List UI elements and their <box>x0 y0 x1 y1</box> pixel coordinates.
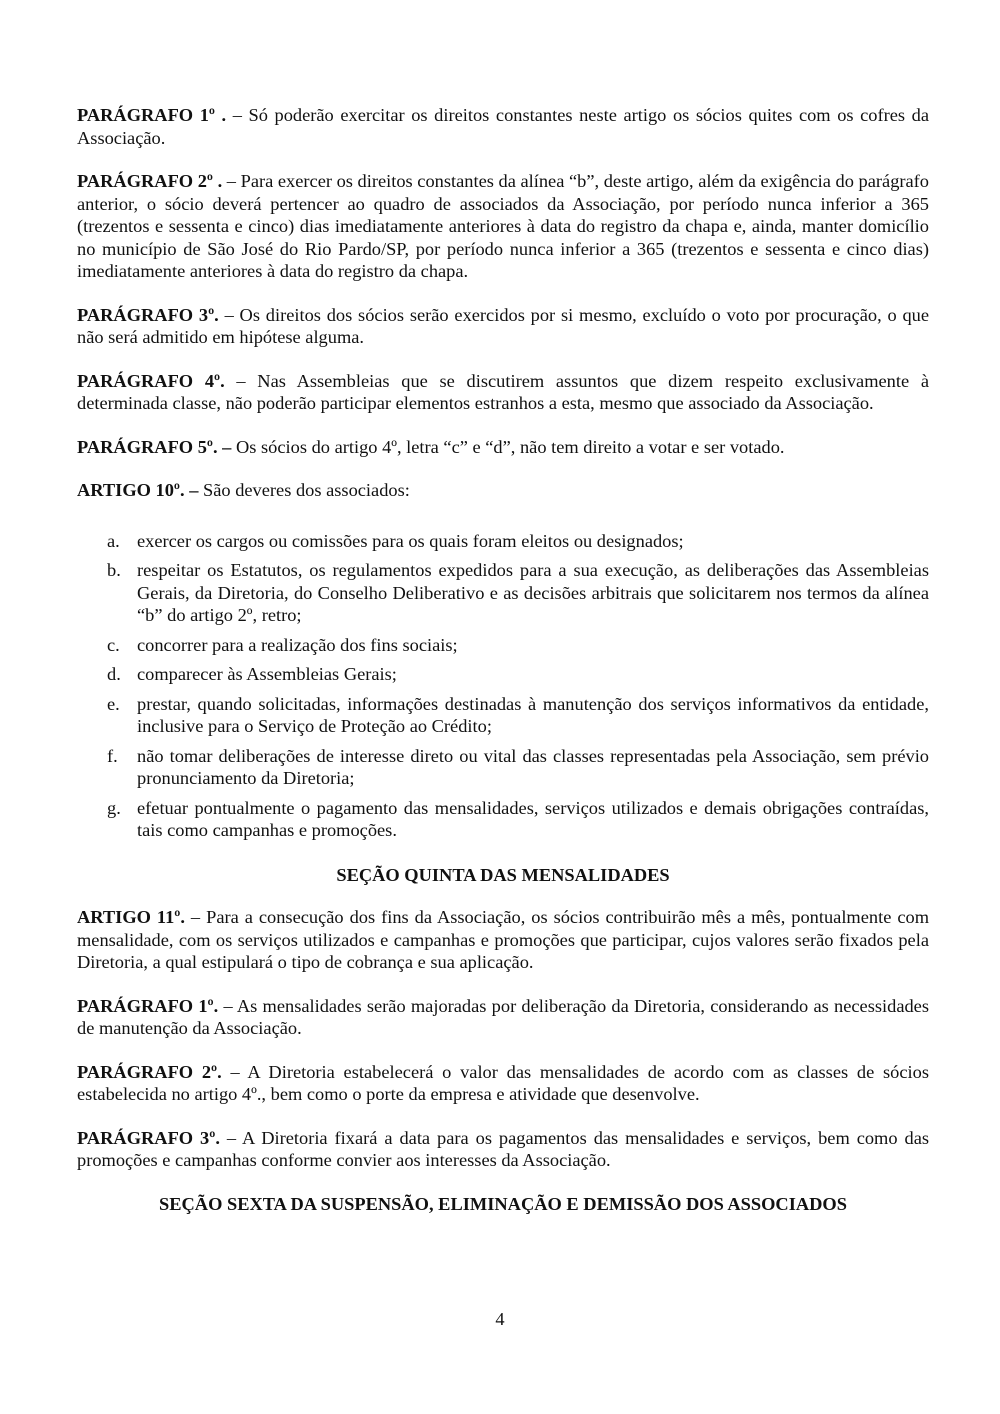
paragraph-label: ARTIGO 10º. – <box>77 480 199 500</box>
paragraph-text: – A Diretoria fixará a data para os pagamentos das mensalidades e serviços, bem como das promoções e campanhas conforme convier aos interesses da Associação. <box>77 1127 930 1170</box>
paragrafo-1 <box>77 104 929 149</box>
paragraph-text: – Só poderão exercitar os direitos constantes neste artigo os sócios quites com os cofres da Associação. <box>77 105 929 148</box>
duties-list <box>107 530 929 842</box>
list-item <box>107 559 929 627</box>
section-title-quinta: SEÇÃO QUINTA DAS MENSALIDADES <box>336 864 670 885</box>
list-item-letter: a. <box>107 530 120 551</box>
paragraph-label: PARÁGRAFO 2º. <box>77 1061 222 1082</box>
paragrafo-2-mensalidades <box>77 1061 929 1106</box>
paragraph-text: – Os direitos dos sócios serão exercidos por si mesmo, excluído o voto por procuração, o que não será admitido em hipótese alguma. <box>77 304 930 347</box>
list-item-letter: c. <box>107 634 120 655</box>
document-page <box>77 104 929 1235</box>
paragraph-text: – Para a consecução dos fins da Associação, os sócios contribuirão mês a mês, pontualmente com mensalidade, com os serviços utilizados e campanhas e promoções que participar, cujos valores serão fixados pela Diretoria, a qual estipulará o tipo de cobrança e sua aplicação. <box>77 907 929 972</box>
paragraph-label: PARÁGRAFO 1º . <box>77 105 227 125</box>
paragraph-label: PARÁGRAFO 4º. <box>77 370 225 391</box>
paragraph-label: ARTIGO 11º. <box>77 907 185 927</box>
paragrafo-4 <box>77 370 929 415</box>
paragrafo-3 <box>77 304 929 349</box>
list-item <box>107 745 929 790</box>
list-item <box>107 797 929 842</box>
paragrafo-3-mensalidades <box>77 1127 929 1172</box>
list-item-text: respeitar os Estatutos, os regulamentos expedidos para a sua execução, as deliberações das Assembleias Gerais, da Diretoria, do Conselho Deliberativo e as decisões arbitrais que solicitarem nos termos da alínea “b” do artigo 2º, retro; <box>137 560 929 625</box>
paragraph-label: PARÁGRAFO 5º. – <box>77 436 232 457</box>
paragraph-label: PARÁGRAFO 2º . <box>77 171 223 191</box>
list-item-text: prestar, quando solicitadas, informações destinadas à manutenção dos serviços informativos da entidade, inclusive para o Serviço de Proteção ao Crédito; <box>137 693 929 736</box>
artigo-10 <box>77 479 929 502</box>
paragraph-label: PARÁGRAFO 3º. <box>77 1127 220 1148</box>
list-item <box>107 663 929 686</box>
paragraph-text: – Para exercer os direitos constantes da alínea “b”, deste artigo, além da exigência do parágrafo anterior, o sócio deverá pertencer ao quadro de associados da Associação, por período nunca inferior a 365 (trezentos e sessenta e cinco) dias imediatamente anteriores à data do registro da chapa e, ainda, manter domicílio no município de São José do Rio Pardo/SP, por período nunca inferior a 365 (trezentos e sessenta e cinco dias) imediatamente anteriores à data do registro da chapa. <box>77 171 930 281</box>
list-item-text: exercer os cargos ou comissões para os quais foram eleitos ou designados; <box>137 530 684 551</box>
list-item-letter: d. <box>107 664 121 684</box>
paragraph-text: – A Diretoria estabelecerá o valor das mensalidades de acordo com as classes de sócios estabelecida no artigo 4º., bem como o porte da empresa e atividade que desenvolve. <box>77 1061 929 1104</box>
paragraph-text: Os sócios do artigo 4º, letra “c” e “d”, não tem direito a votar e ser votado. <box>231 436 785 457</box>
list-item-letter: f. <box>107 745 118 766</box>
list-item-text: comparecer às Assembleias Gerais; <box>137 664 397 684</box>
paragraph-label: PARÁGRAFO 1º. <box>77 995 219 1016</box>
paragrafo-1-mensalidades <box>77 995 929 1040</box>
paragraph-label: PARÁGRAFO 3º. <box>77 304 219 325</box>
artigo-11 <box>77 906 929 974</box>
section-title-sexta: SEÇÃO SEXTA DA SUSPENSÃO, ELIMINAÇÃO E DEMISSÃO DOS ASSOCIADOS <box>159 1193 847 1214</box>
list-item-letter: b. <box>107 560 121 580</box>
paragrafo-5 <box>77 436 929 459</box>
list-item-letter: g. <box>107 797 121 818</box>
paragraph-text: – As mensalidades serão majoradas por deliberação da Diretoria, considerando as necessidades de manutenção da Associação. <box>77 995 930 1038</box>
paragraph-text: – Nas Assembleias que se discutirem assuntos que dizem respeito exclusivamente à determinada classe, não poderão participar elementos estranhos a esta, mesmo que associado da Associação. <box>77 370 929 413</box>
list-item <box>107 693 929 738</box>
list-item-letter: e. <box>107 693 120 714</box>
list-item-text: efetuar pontualmente o pagamento das mensalidades, serviços utilizados e demais obrigações contraídas, tais como campanhas e promoções. <box>137 797 929 840</box>
list-item <box>107 530 929 553</box>
paragrafo-2 <box>77 170 929 283</box>
list-item-text: não tomar deliberações de interesse direto ou vital das classes representadas pela Associação, sem prévio pronunciamento da Diretoria; <box>137 745 929 788</box>
paragraph-text: São deveres dos associados: <box>198 480 410 500</box>
list-item-text: concorrer para a realização dos fins sociais; <box>137 634 458 655</box>
page-number: 4 <box>495 1309 505 1329</box>
list-item <box>107 634 929 657</box>
